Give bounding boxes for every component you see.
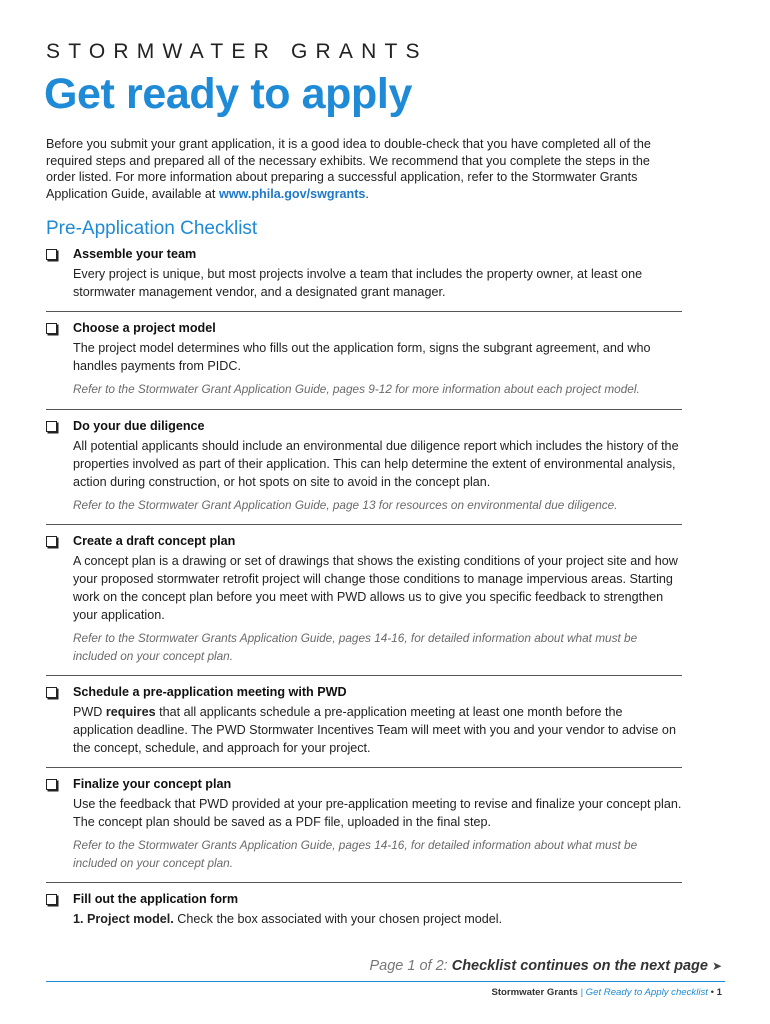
page-number: 1 <box>716 987 722 998</box>
item-body: All potential applicants should include an environmental due diligence report which includes the history of the properties involved as part of their application. This can help determine the extent of environmental analysis, action during construction, or hot spots on site to avoid in the concept plan. <box>73 438 679 489</box>
body-emphasis: requires <box>105 705 156 719</box>
checkbox-icon[interactable] <box>46 536 57 547</box>
footer-separator: | <box>577 987 586 998</box>
intro-text: Before you submit your grant application, it is a good idea to double-check that you have completed all of the required steps and prepared all of the necessary exhibits. We recommend that you complete the steps in the order listed. For more information about preparing a successful application, refer to the Stormwater Grants Application Guide, available at <box>46 137 651 201</box>
item-body: The project model determines who fills out the application form, signs the subgrant agreement, and who handles payments from PIDC. <box>73 341 651 373</box>
checklist <box>46 246 682 946</box>
swgrants-link[interactable]: www.phila.gov/swgrants <box>218 186 366 201</box>
item-reference: Refer to the Stormwater Grants Application Guide, pages 14-16, for detailed information about what must be included on your concept plan. <box>73 631 638 663</box>
item-title: Schedule a pre-application meeting with PWD <box>73 685 347 699</box>
continue-bold: Checklist continues on the next page <box>451 958 708 974</box>
chevron-right-icon: ➤ <box>711 959 722 973</box>
program-kicker: STORMWATER GRANTS <box>46 40 428 63</box>
step-item <box>73 910 682 928</box>
item-title: Assemble your team <box>73 247 197 261</box>
item-title: Fill out the application form <box>73 892 239 906</box>
body-post: that all applicants schedule a pre-application meeting at least one month before the application deadline. The PWD Stormwater Incentives Team will meet with you and your vendor to advise on the concept, schedule, and approach for your project. <box>73 705 676 755</box>
checkbox-icon[interactable] <box>46 323 57 334</box>
checklist-item-pre-application-meeting <box>46 684 682 768</box>
page-title: Get ready to apply <box>44 70 412 118</box>
footer-brand: Stormwater Grants <box>491 987 578 998</box>
checklist-item-application-form <box>46 891 682 938</box>
continue-prefix: Page 1 of 2: <box>369 958 452 974</box>
checkbox-icon[interactable] <box>46 687 57 698</box>
checklist-item-concept-plan <box>46 533 682 676</box>
checklist-item-assemble-team <box>46 246 682 312</box>
item-title: Choose a project model <box>73 321 216 335</box>
step-label: 1. Project model. <box>73 912 174 926</box>
intro-end: . <box>365 186 369 201</box>
section-heading: Pre-Application Checklist <box>46 218 258 239</box>
checklist-item-project-model <box>46 320 682 410</box>
continue-note <box>369 958 722 974</box>
checkbox-icon[interactable] <box>46 421 57 432</box>
checkbox-icon[interactable] <box>46 894 57 905</box>
item-title: Do your due diligence <box>73 418 205 433</box>
footer-bullet: • <box>707 987 717 998</box>
footer <box>491 987 722 998</box>
item-body: Use the feedback that PWD provided at your pre-application meeting to revise and finalize your concept plan. The concept plan should be saved as a PDF file, uploaded in the final step. <box>73 797 682 829</box>
body-pre: PWD <box>73 705 106 719</box>
checklist-item-due-diligence <box>46 418 682 526</box>
checklist-item-finalize-plan <box>46 776 682 883</box>
footer-doc-title: Get Ready to Apply checklist <box>585 987 708 998</box>
item-title: Create a draft concept plan <box>73 534 236 548</box>
item-reference: Refer to the Stormwater Grant Application Guide, pages 9-12 for more information about each project model. <box>73 382 640 396</box>
item-title: Finalize your concept plan <box>73 777 232 791</box>
checkbox-icon[interactable] <box>46 779 57 790</box>
item-body: Every project is unique, but most projects involve a team that includes the property owner, at least one stormwater management vendor, and a designated grant manager. <box>73 267 643 299</box>
footer-divider <box>46 981 725 982</box>
item-body <box>73 703 682 757</box>
item-reference: Refer to the Stormwater Grant Application Guide, page 13 for resources on environmental due diligence. <box>73 497 618 512</box>
step-text: Check the box associated with your chosen project model. <box>173 912 503 926</box>
item-body: A concept plan is a drawing or set of drawings that shows the existing conditions of your project site and how your proposed stormwater retrofit project will change those conditions to manage impervious areas. Starting work on the concept plan before you meet with PWD allows us to give you specific feedback to strengthen your application. <box>73 554 678 622</box>
checkbox-icon[interactable] <box>46 249 57 260</box>
item-reference: Refer to the Stormwater Grants Application Guide, pages 14-16, for detailed information about what must be included on your concept plan. <box>73 838 638 870</box>
intro-paragraph <box>46 136 682 202</box>
